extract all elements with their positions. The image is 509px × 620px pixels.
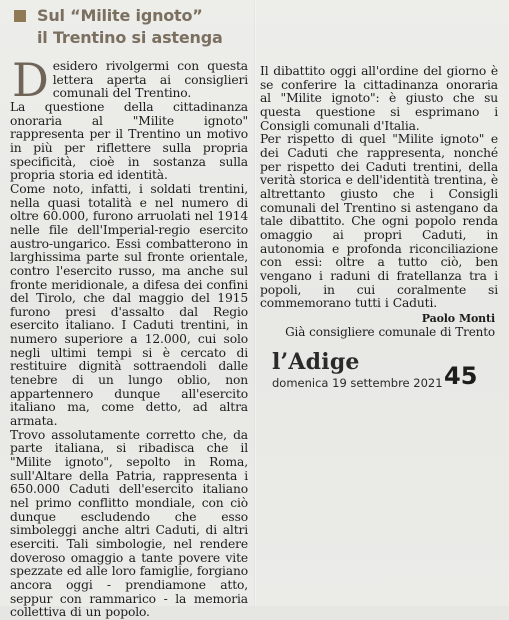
newspaper-logo: l’Adige (272, 349, 360, 375)
article-paragraph: Trovo assolutamente corretto che, da parte italiana, si ribadisca che il "Milite ignoto", sepolto in Roma, sull'Altare della Patria, rappresenta i 650.000 Caduti dell'esercito italiano nel primo conflitto mondiale, con ciò dunque escludendo che esso simboleggi anche altri Caduti, di altri eserciti. Tali simbologie, nel rendere doveroso omaggio a tante povere vite spezzate ed alle loro famiglie, forgiano ancora oggi - prendiamone atto, seppur con rammarico - la memoria collettiva di un popolo. (10, 427, 248, 620)
newspaper-masthead (272, 349, 487, 390)
drop-cap: D (12, 53, 49, 107)
headline-line-2: il Trentino si astenga (37, 27, 223, 47)
intro-text: esidero rivolgermi con questa lettera aperta ai consiglieri comunali del Trentino. (52, 59, 248, 101)
article-paragraph: Come noto, infatti, i soldati trentini, nella quasi totalità e nel numero di oltre 60.000, furono arruolati nel 1914 nelle file dell'Imperial-regio esercito austro-ungarico. Essi combatterono in larghissima parte sul fronte orientale, contro l'esercito russo, ma anche sul fronte meridionale, a difesa dei confini del Tirolo, che dal maggio del 1915 furono presi d'assalto dal Regio esercito italiano. I Caduti trentini, in numero superiore a 12.000, cui solo negli ultimi tempi si è cercato di restituire dignità sottraendoli dalle tenebre di un lungo oblio, non appartennero dunque all'esercito italiano ma, come detto, ad altra armata. (10, 181, 248, 429)
headline-line-1: Sul “Milite ignoto” (37, 6, 203, 25)
article-column-left (10, 53, 248, 620)
article-headline (37, 5, 252, 48)
article-paragraph: Per rispetto di quel "Milite ignoto" e dei Caduti che rappresenta, nonché per rispetto dei Caduti trentini, della verità storica e dell'identità trentina, è altrettanto giusto che i Consigli comunali del Trentino si astengano da tale dibattito. Che ogni popolo renda omaggio ai propri Caduti, in autonomia e profonda riconciliazione con essi: oltre a tutto ciò, ben vengano i raduni di fratellanza tra i popoli, in cui coralmente si commemorano tutti i Caduti. (260, 132, 498, 311)
article-column-right (260, 65, 498, 340)
author-name: Paolo Monti (421, 311, 495, 325)
article-intro (10, 53, 248, 107)
page-fold-shadow (254, 0, 256, 606)
publication-date: domenica 19 settembre 2021 (272, 376, 443, 390)
headline-square-marker (14, 10, 26, 22)
article-paragraph: Il dibattito oggi all'ordine del giorno è se conferire la cittadinanza onoraria al "Milite ignoto": è giusto che su questa questione si esprimano i Consigli comunali d'Italia. (260, 64, 498, 133)
article-paragraph: La questione della cittadinanza onoraria al "Milite ignoto" rappresenta per il Trentino un motivo in più per riflettere sulla propria specificità, cioè in sostanza sulla propria storia ed identità. (10, 99, 248, 183)
page-number: 45 (444, 362, 478, 390)
author-role: Già consigliere comunale di Trento (285, 324, 495, 339)
